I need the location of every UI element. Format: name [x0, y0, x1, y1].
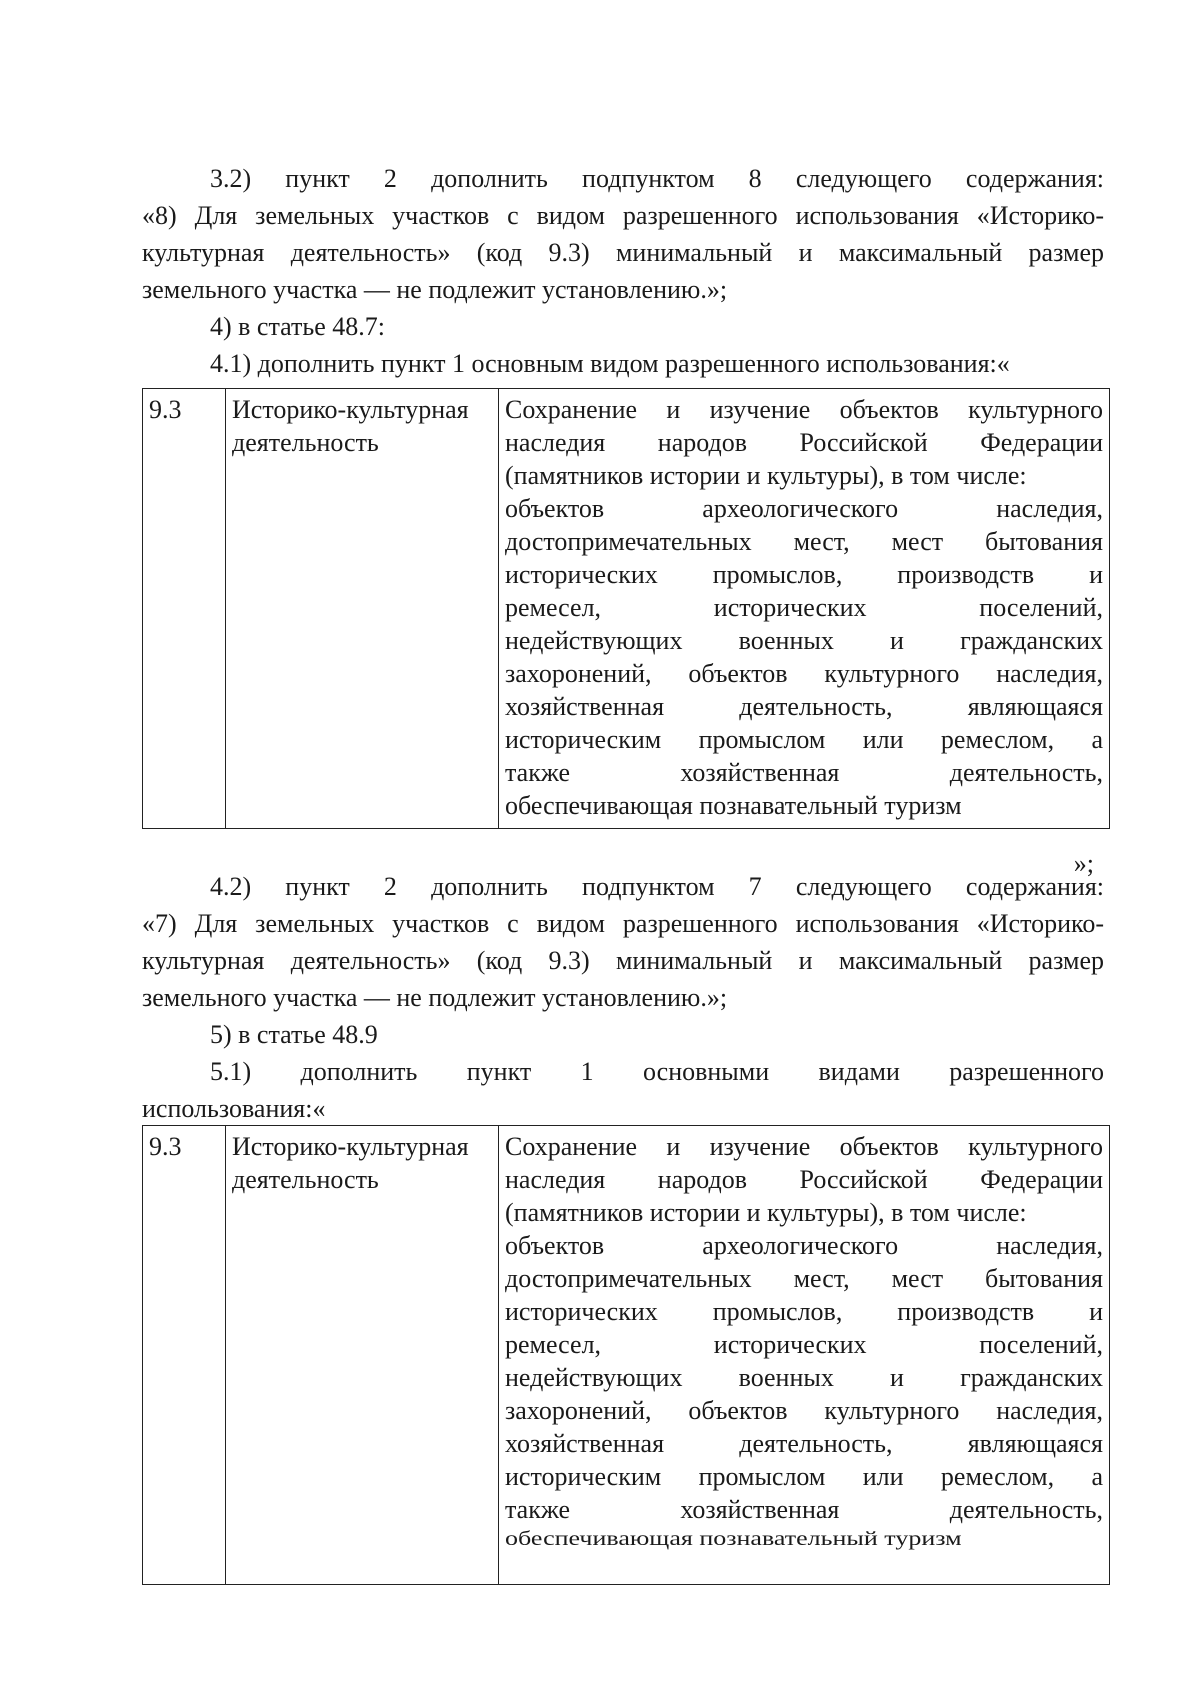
description-line: наследия народов Российской Федерации — [505, 1165, 1103, 1194]
name-line: Историко-культурная — [232, 395, 469, 424]
paragraph-line: 4.2) пункт 2 дополнить подпунктом 7 следующего содержания: — [210, 872, 1104, 901]
paragraph-5 — [142, 1016, 1104, 1053]
table-row — [143, 1126, 1110, 1585]
name-line: Историко-культурная — [232, 1132, 469, 1161]
description-line: объектов археологического наследия, — [505, 494, 1103, 523]
description-line: исторических промыслов, производств и — [505, 1297, 1103, 1326]
description-line: ремесел, исторических поселений, — [505, 593, 1103, 622]
name-line: деятельность — [232, 1165, 379, 1194]
description-line: исторических промыслов, производств и — [505, 560, 1103, 589]
paragraph-line: культурная деятельность» (код 9.3) минимальный и максимальный размер — [142, 946, 1104, 975]
paragraph-line: «8) Для земельных участков с видом разрешенного использования «Историко- — [142, 201, 1104, 230]
paragraph-line: 5.1) дополнить пункт 1 основными видами разрешенного — [210, 1057, 1104, 1086]
land-use-table-2 — [142, 1125, 1110, 1585]
description-line: Сохранение и изучение объектов культурного — [505, 1132, 1103, 1161]
description-line: Сохранение и изучение объектов культурного — [505, 395, 1103, 424]
name-cell — [226, 389, 499, 829]
paragraph-5-1 — [142, 1053, 1104, 1127]
description-line: обеспечивающая познавательный туризм — [505, 1527, 962, 1550]
description-line: недействующих военных и гражданских — [505, 1363, 1103, 1392]
name-cell — [226, 1126, 499, 1585]
description-line: захоронений, объектов культурного наследия, — [505, 1396, 1103, 1425]
paragraph-line: земельного участка — не подлежит установлению.»; — [142, 983, 728, 1012]
description-line: также хозяйственная деятельность, — [505, 1495, 1103, 1524]
description-line: недействующих военных и гражданских — [505, 626, 1103, 655]
paragraph-line: 4.1) дополнить пункт 1 основным видом разрешенного использования:« — [210, 349, 1010, 378]
code-value: 9.3 — [149, 1132, 182, 1161]
paragraph-line: 5) в статье 48.9 — [210, 1020, 378, 1049]
description-line: обеспечивающая познавательный туризм — [505, 791, 962, 820]
description-cell — [499, 1126, 1110, 1585]
closing-quote: »; — [1073, 849, 1094, 878]
description-line: хозяйственная деятельность, являющаяся — [505, 692, 1103, 721]
description-line: наследия народов Российской Федерации — [505, 428, 1103, 457]
description-line: (памятников истории и культуры), в том числе: — [505, 461, 1027, 490]
description-line: ремесел, исторических поселений, — [505, 1330, 1103, 1359]
paragraph-4-2 — [142, 868, 1104, 1016]
paragraph-4 — [142, 308, 1104, 345]
description-line: историческим промыслом или ремеслом, а — [505, 1462, 1103, 1491]
table-row — [143, 389, 1110, 829]
paragraph-line: 4) в статье 48.7: — [210, 312, 386, 341]
description-line: также хозяйственная деятельность, — [505, 758, 1103, 787]
description-line: достопримечательных мест, мест бытования — [505, 1264, 1103, 1293]
paragraph-3-2 — [142, 160, 1104, 308]
paragraph-line: земельного участка — не подлежит установлению.»; — [142, 275, 728, 304]
description-line: (памятников истории и культуры), в том числе: — [505, 1198, 1027, 1227]
paragraph-4-1 — [142, 345, 1104, 382]
paragraph-line: использования:« — [142, 1094, 326, 1123]
description-line: хозяйственная деятельность, являющаяся — [505, 1429, 1103, 1458]
land-use-table-1 — [142, 388, 1110, 829]
code-value: 9.3 — [149, 395, 182, 424]
paragraph-line: «7) Для земельных участков с видом разрешенного использования «Историко- — [142, 909, 1104, 938]
paragraph-line: культурная деятельность» (код 9.3) минимальный и максимальный размер — [142, 238, 1104, 267]
description-line: объектов археологического наследия, — [505, 1231, 1103, 1260]
description-line: захоронений, объектов культурного наследия, — [505, 659, 1103, 688]
description-cell — [499, 389, 1110, 829]
name-line: деятельность — [232, 428, 379, 457]
code-cell — [143, 1126, 226, 1585]
code-cell — [143, 389, 226, 829]
description-line: историческим промыслом или ремеслом, а — [505, 725, 1103, 754]
paragraph-line: 3.2) пункт 2 дополнить подпунктом 8 следующего содержания: — [210, 164, 1104, 193]
description-line: достопримечательных мест, мест бытования — [505, 527, 1103, 556]
